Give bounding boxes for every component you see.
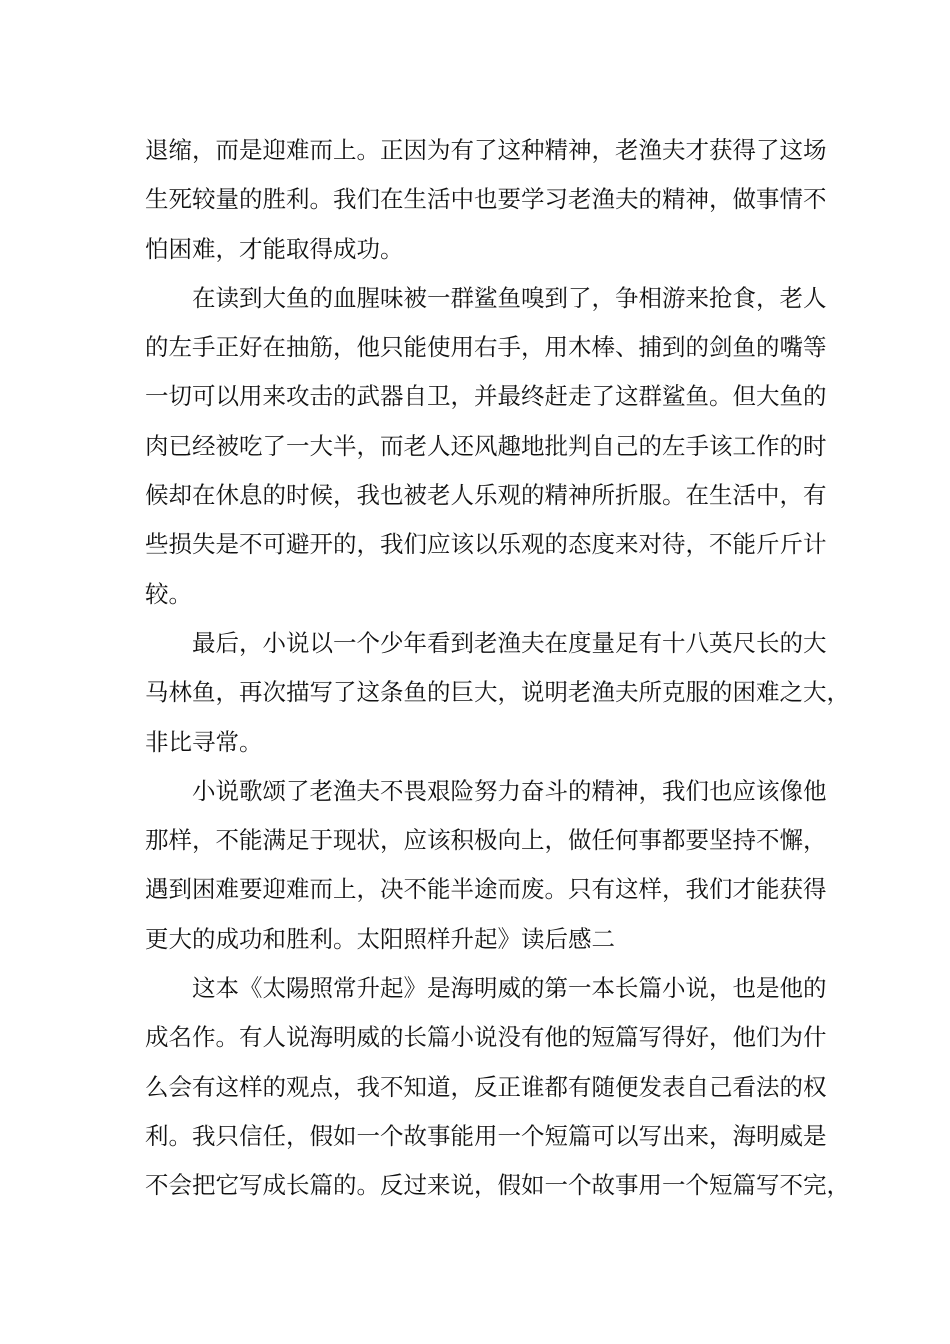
- text-line: 一切可以用来攻击的武器自卫，并最终赶走了这群鲨鱼。但大鱼的: [145, 382, 827, 411]
- paragraph: [145, 767, 825, 964]
- text-line: 退缩，而是迎难而上。正因为有了这种精神，老渔夫才获得了这场: [145, 136, 827, 164]
- text-line: 肉已经被吃了一大半，而老人还风趣地批判自己的左手该工作的时: [145, 431, 827, 460]
- text-line: 更大的成功和胜利。太阳照样升起》读后感二: [145, 924, 615, 953]
- paragraph: [145, 619, 850, 767]
- text-line: 的左手正好在抽筋，他只能使用右手，用木棒、捕到的剑鱼的嘴等: [145, 333, 827, 362]
- paragraph: [145, 274, 825, 619]
- text-line: 候却在休息的时候，我也被老人乐观的精神所折服。在生活中，有: [145, 481, 827, 510]
- text-line: 成名作。有人说海明威的长篇小说没有他的短篇写得好，他们为什: [145, 1023, 827, 1052]
- text-line: 小说歌颂了老渔夫不畏艰险努力奋斗的精神，我们也应该像他: [192, 776, 827, 805]
- text-line: 非比寻常。: [145, 727, 263, 756]
- text-line: 那样，不能满足于现状，应该积极向上，做任何事都要坚持不懈，: [145, 826, 827, 855]
- text-line: 生死较量的胜利。我们在生活中也要学习老渔夫的精神，做事情不: [145, 185, 827, 214]
- text-line: 怕困难，才能取得成功。: [145, 234, 404, 263]
- text-line: 在读到大鱼的血腥味被一群鲨鱼嗅到了，争相游来抢食，老人: [192, 283, 827, 312]
- text-line: 不会把它写成长篇的。反过来说，假如一个故事用一个短篇写不完，: [145, 1171, 850, 1200]
- text-line: 较。: [145, 579, 192, 608]
- text-line: 利。我只信任，假如一个故事能用一个短篇可以写出来，海明威是: [145, 1121, 827, 1150]
- text-line: 马林鱼，再次描写了这条鱼的巨大，说明老渔夫所克服的困难之大，: [145, 678, 850, 707]
- paragraph: [145, 964, 850, 1210]
- document-body: [145, 126, 850, 1211]
- text-line: 么会有这样的观点，我不知道，反正谁都有随便发表自己看法的权: [145, 1072, 827, 1101]
- text-line: 遇到困难要迎难而上，决不能半途而废。只有这样，我们才能获得: [145, 875, 827, 904]
- text-line: 这本《太陽照常升起》是海明威的第一本长篇小说，也是他的: [192, 974, 827, 1003]
- text-line: 些损失是不可避开的，我们应该以乐观的态度来对待，不能斤斤计: [145, 530, 827, 559]
- paragraph: [145, 126, 825, 274]
- text-line: 最后，小说以一个少年看到老渔夫在度量足有十八英尺长的大: [192, 628, 827, 657]
